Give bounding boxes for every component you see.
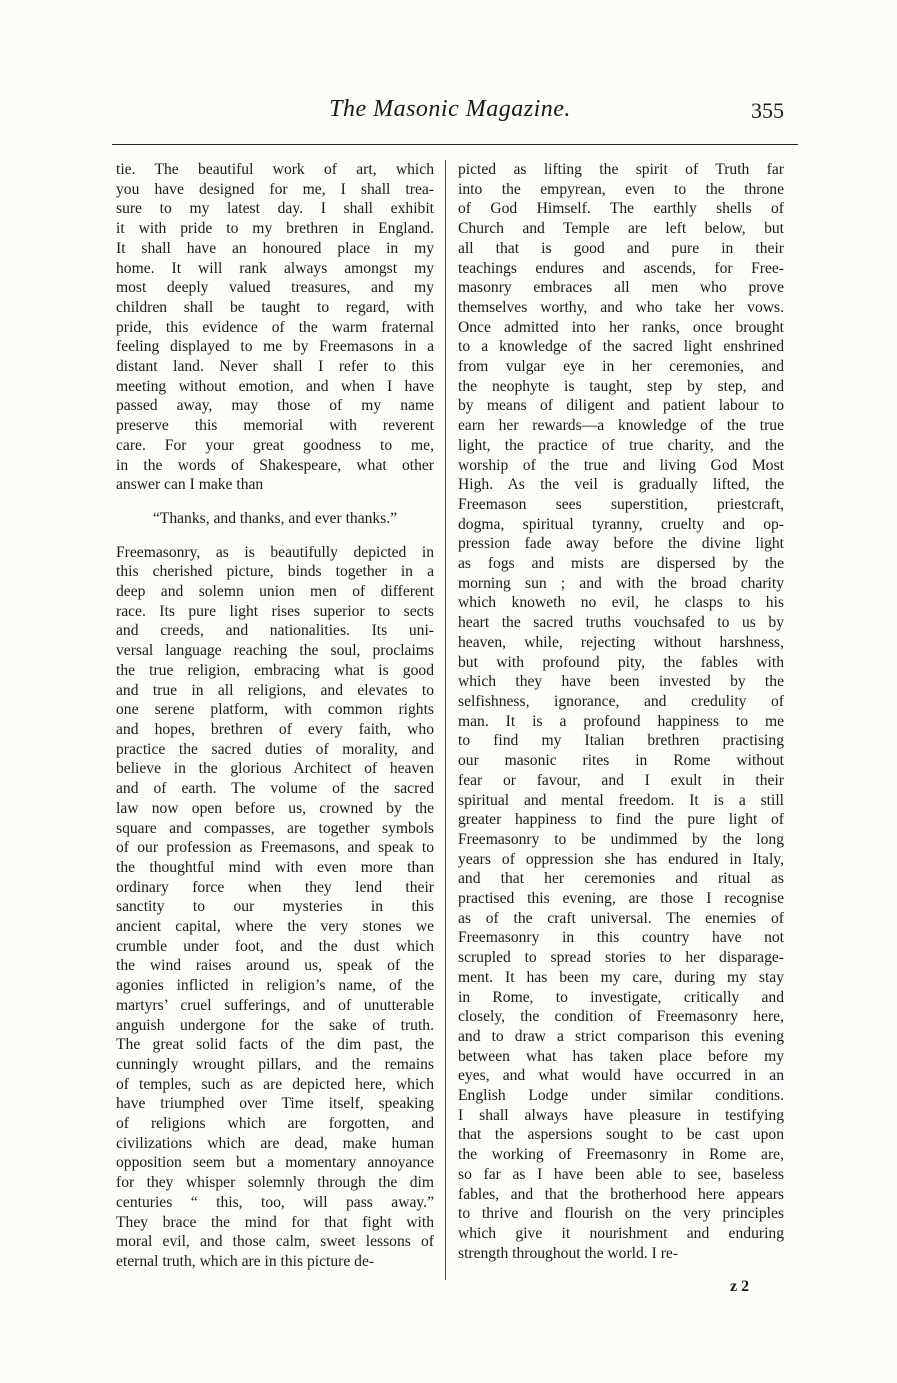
text-line: ment. It has been my care, during my stay <box>458 968 784 986</box>
text-line: of temples, such as are depicted here, which <box>116 1075 434 1093</box>
text-line: teachings endures and ascends, for Free- <box>458 259 784 277</box>
text-line: crumble under foot, and the dust which <box>116 937 434 955</box>
text-line: It shall have an honoured place in my <box>116 239 434 257</box>
text-line: by means of diligent and patient labour to <box>458 397 784 415</box>
text-line: years of oppression she has endured in Italy, <box>458 850 784 868</box>
text-line: this cherished picture, binds together in a <box>116 563 434 581</box>
text-line: have triumphed over Time itself, speaking <box>116 1095 434 1113</box>
text-line: of religions which are forgotten, and <box>116 1115 434 1133</box>
text-line: practice the sacred duties of morality, and <box>116 740 434 758</box>
text-line: tie. The beautiful work of art, which <box>116 161 434 178</box>
text-line: agonies inflicted in religion’s name, of the <box>116 977 434 995</box>
text-line: Church and Temple are left below, but <box>458 220 784 238</box>
text-line: to a knowledge of the sacred light enshrined <box>458 338 784 356</box>
text-line: square and compasses, are together symbols <box>116 819 434 837</box>
text-line: fear or favour, and I exult in their <box>458 771 784 789</box>
text-line: eternal truth, which are in this picture de- <box>116 1252 375 1270</box>
text-line: light, the practice of true charity, and the <box>458 436 784 454</box>
text-line: heaven, while, rejecting without harshness, <box>458 633 784 651</box>
text-line: ordinary force when they lend their <box>116 878 434 896</box>
text-line: the working of Freemasonry in Rome are, <box>458 1146 784 1164</box>
text-line: High. As the veil is gradually lifted, the <box>458 476 784 494</box>
text-line: meeting without emotion, and when I have <box>116 377 434 395</box>
text-line: of our profession as Freemasons, and speak to <box>116 839 434 857</box>
text-line: feeling displayed to me by Freemasons in a <box>116 338 434 356</box>
text-line: in the words of Shakespeare, what other <box>116 456 434 474</box>
text-line: themselves worthy, and who take her vows. <box>458 298 784 316</box>
text-line: so far as I have been able to see, baseless <box>458 1165 784 1183</box>
text-line: home. It will rank always amongst my <box>116 259 434 277</box>
text-line: and true in all religions, and elevates to <box>116 681 434 699</box>
shakespeare-quote <box>116 509 434 529</box>
text-line: to find my Italian brethren practising <box>458 732 784 750</box>
magazine-title: The Masonic Magazine. <box>329 96 571 122</box>
text-line: Once admitted into her ranks, once brought <box>458 318 784 336</box>
text-line: into the empyrean, even to the throne <box>458 180 784 198</box>
text-line: for they whisper solemnly through the dim <box>116 1174 434 1192</box>
text-line: eyes, and what would have occurred in an <box>458 1067 784 1085</box>
text-line: which give it nourishment and enduring <box>458 1224 784 1242</box>
text-line: spiritual and mental freedom. It is a still <box>458 791 784 809</box>
text-line: man. It is a profound happiness to me <box>458 712 784 730</box>
left-paragraph-1 <box>116 160 434 495</box>
text-line: English Lodge under similar conditions. <box>458 1087 784 1105</box>
text-line: passed away, may those of my name <box>116 397 434 415</box>
text-line: law now open before us, crowned by the <box>116 799 434 817</box>
text-line: all that is good and pure in their <box>458 239 784 257</box>
text-line: and that her ceremonies and ritual as <box>458 870 784 888</box>
text-line: the thoughtful mind with even more than <box>116 858 434 876</box>
text-line: the neophyte is taught, step by step, and <box>458 377 784 395</box>
text-line: closely, the condition of Freemasonry here, <box>458 1008 784 1026</box>
text-line: from vulgar eye in her ceremonies, and <box>458 358 784 376</box>
text-line: and of earth. The volume of the sacred <box>116 780 434 798</box>
text-line: to thrive and flourish on the very principles <box>458 1205 784 1223</box>
text-line: masonry embraces all men who prove <box>458 279 784 297</box>
text-line: the wind raises around us, speak of the <box>116 957 434 975</box>
text-line: and to draw a strict comparison this evening <box>458 1027 784 1045</box>
text-line: civilizations which are dead, make human <box>116 1134 434 1152</box>
text-line: one serene platform, with common rights <box>116 701 434 719</box>
text-line: heart the sacred truths vouchsafed to us by <box>458 614 784 632</box>
text-line: morning sun ; and with the broad charity <box>458 574 784 592</box>
text-line: moral evil, and those calm, sweet lessons of <box>116 1233 434 1251</box>
text-line: pression fade away before the divine light <box>458 535 784 553</box>
text-line: scrupled to spread stories to her disparage- <box>458 949 784 967</box>
text-line: selfishness, ignorance, and credulity of <box>458 692 784 710</box>
text-line: Freemasonry in this country have not <box>458 929 784 947</box>
text-line: dogma, spiritual tyranny, cruelty and op- <box>458 515 784 533</box>
text-line: strength throughout the world. I re- <box>458 1244 678 1262</box>
text-line: race. Its pure light rises superior to sects <box>116 602 434 620</box>
text-line: sure to my latest day. I shall exhibit <box>116 200 434 218</box>
page-header <box>110 96 790 132</box>
text-line: most deeply valued treasures, and my <box>116 279 434 297</box>
text-line: answer can I make than <box>116 476 264 494</box>
text-line: believe in the glorious Architect of heaven <box>116 760 434 778</box>
text-line: care. For your great goodness to me, <box>116 436 434 454</box>
column-divider <box>445 160 446 1280</box>
text-line: Freemasonry to be undimmed by the long <box>458 830 784 848</box>
signature-mark: z 2 <box>730 1278 750 1295</box>
header-rule <box>112 144 798 145</box>
text-line: which knoweth no evil, he clasps to his <box>458 594 784 612</box>
text-line: deep and solemn union men of different <box>116 583 434 601</box>
text-line: centuries “ this, too, will pass away.” <box>116 1193 434 1211</box>
text-line: in Rome, to investigate, critically and <box>458 988 784 1006</box>
text-line: greater happiness to find the pure light of <box>458 811 784 829</box>
text-line: earn her rewards—a knowledge of the true <box>458 417 784 435</box>
text-line: our masonic rites in Rome without <box>458 752 784 770</box>
text-line: and hopes, brethren of every faith, who <box>116 720 434 738</box>
text-line: it with pride to my brethren in England. <box>116 220 434 238</box>
text-line: that the aspersions sought to be cast upon <box>458 1126 784 1144</box>
text-line: you have designed for me, I shall trea- <box>116 180 434 198</box>
text-line: but with profound pity, the fables with <box>458 653 784 671</box>
right-column <box>458 160 784 1263</box>
text-line: versal language reaching the soul, proclaims <box>116 642 434 660</box>
text-line: the true religion, embracing what is good <box>116 661 434 679</box>
page-number: 355 <box>751 98 784 123</box>
text-line: The great solid facts of the dim past, the <box>116 1036 434 1054</box>
text-line: They brace the mind for that fight with <box>116 1213 434 1231</box>
text-line: sanctity to our mysteries in this <box>116 898 434 916</box>
text-line: ancient capital, where the very stones we <box>116 918 434 936</box>
text-line: martyrs’ cruel sufferings, and of unutterable <box>116 996 434 1014</box>
text-line: Freemasonry, as is beautifully depicted in <box>116 543 434 561</box>
text-line: picted as lifting the spirit of Truth far <box>458 161 784 178</box>
text-line: Freemason sees superstition, priestcraft, <box>458 495 784 513</box>
text-line: children shall be taught to regard, with <box>116 298 434 316</box>
text-line: I shall always have pleasure in testifying <box>458 1106 784 1124</box>
left-column <box>116 160 434 1272</box>
text-line: pride, this evidence of the warm fraternal <box>116 318 434 336</box>
text-line: anguish undergone for the sake of truth. <box>116 1016 434 1034</box>
text-line: fables, and that the brotherhood here appears <box>458 1185 784 1203</box>
text-line: practised this evening, are those I recognise <box>458 890 784 908</box>
text-line: and creeds, and nationalities. Its uni- <box>116 622 434 640</box>
right-paragraph <box>458 160 784 1263</box>
text-line: as fogs and mists are dispersed by the <box>458 555 784 573</box>
text-line: as of the craft universal. The enemies of <box>458 909 784 927</box>
text-line: opposition seem but a momentary annoyance <box>116 1154 434 1172</box>
text-line: which they have been invested by the <box>458 673 784 691</box>
text-line: worship of the true and living God Most <box>458 456 784 474</box>
text-line: of God Himself. The earthly shells of <box>458 200 784 218</box>
text-line: preserve this memorial with reverent <box>116 417 434 435</box>
quote-line: “Thanks, and thanks, and ever thanks.” <box>152 509 398 527</box>
left-paragraph-2 <box>116 543 434 1272</box>
text-line: between what has taken place before my <box>458 1047 784 1065</box>
text-line: distant land. Never shall I refer to this <box>116 358 434 376</box>
text-line: cunningly wrought pillars, and the remains <box>116 1055 434 1073</box>
